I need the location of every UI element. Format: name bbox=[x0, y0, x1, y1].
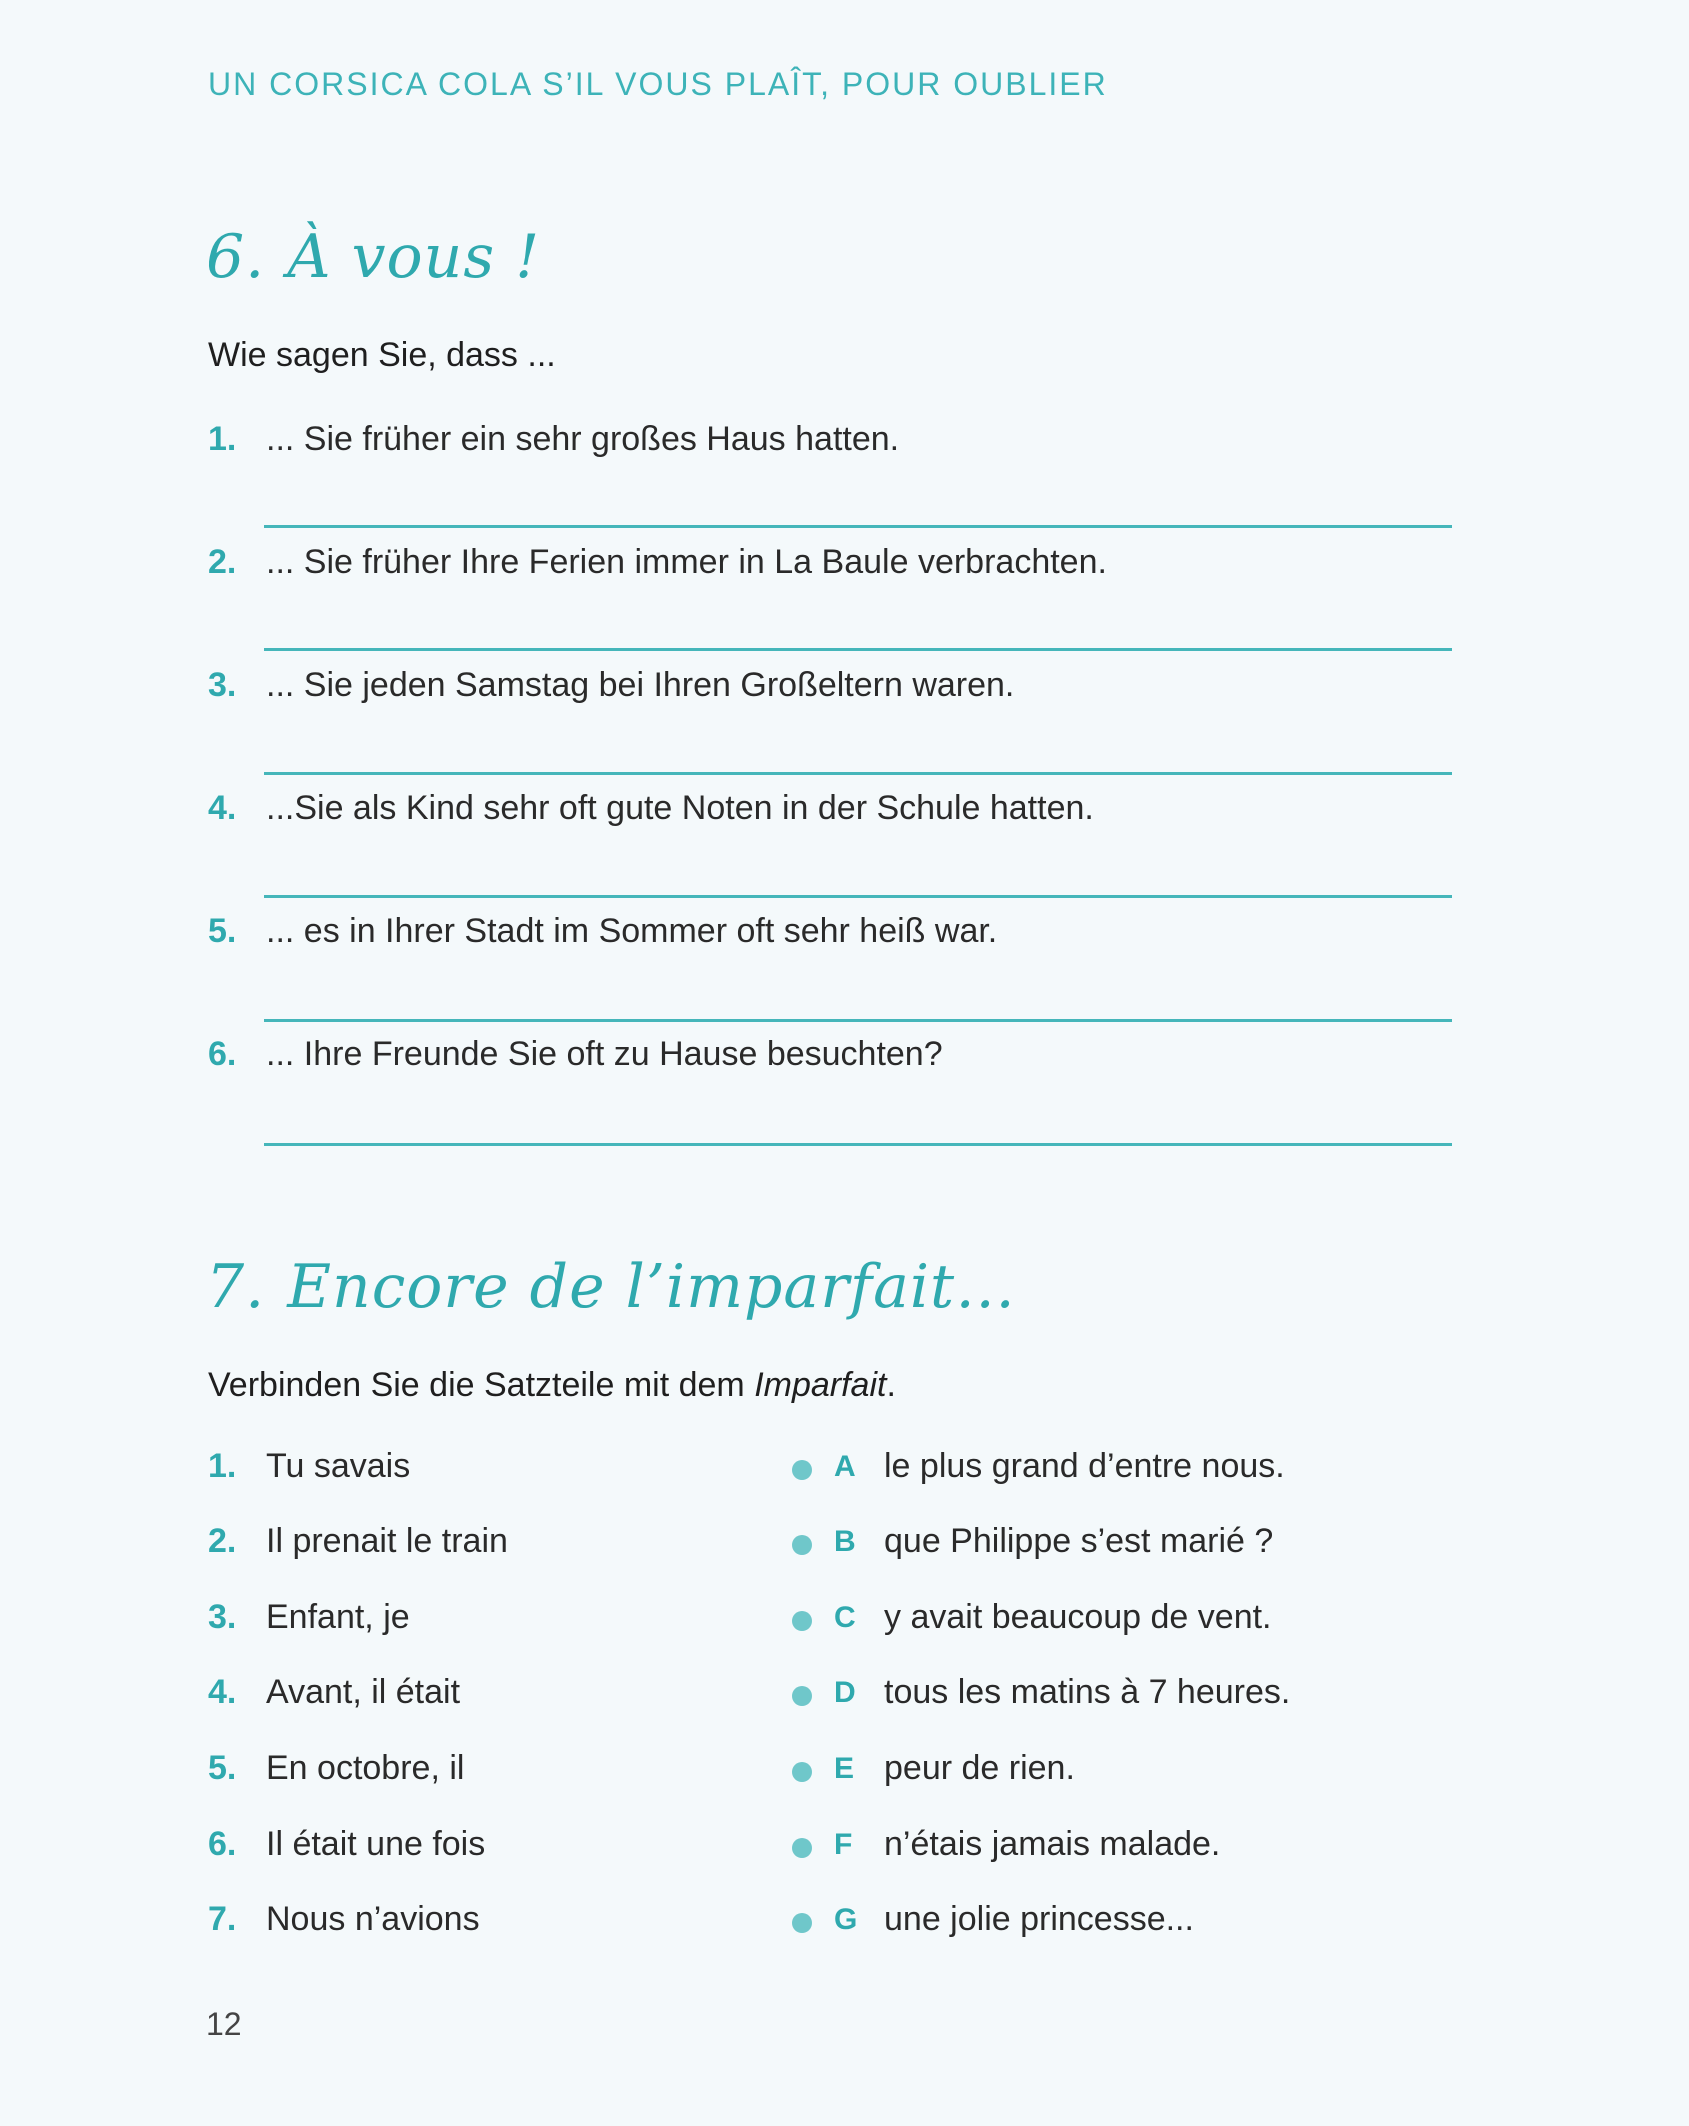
exercise-item-number: 2. bbox=[208, 543, 237, 581]
match-letter: C bbox=[834, 1601, 856, 1634]
exercise-item-text: ... Sie jeden Samstag bei Ihren Großeltern waren. bbox=[266, 666, 1015, 704]
exercise-item-number: 5. bbox=[208, 912, 237, 950]
match-right-text: n’étais jamais malade. bbox=[884, 1825, 1221, 1863]
match-dot[interactable] bbox=[792, 1460, 812, 1480]
exercise-item-text: ... es in Ihrer Stadt im Sommer oft sehr heiß war. bbox=[266, 912, 998, 950]
match-left-item bbox=[208, 1447, 410, 1486]
exercise-item-number: 4. bbox=[208, 789, 237, 827]
section-6-title bbox=[206, 222, 540, 292]
match-left-item bbox=[208, 1598, 410, 1637]
instruction-text: Verbinden Sie die Satzteile mit dem bbox=[208, 1366, 755, 1404]
match-right-text: peur de rien. bbox=[884, 1749, 1075, 1787]
match-dot[interactable] bbox=[792, 1686, 812, 1706]
exercise-item-number: 3. bbox=[208, 666, 237, 704]
exercise-item-text: ...Sie als Kind sehr oft gute Noten in der Schule hatten. bbox=[266, 789, 1094, 827]
match-left-item bbox=[208, 1900, 480, 1939]
match-left-number: 1. bbox=[208, 1447, 237, 1485]
match-left-text: Il était une fois bbox=[266, 1825, 486, 1863]
match-left-number: 6. bbox=[208, 1825, 237, 1863]
section-7-number: 7. bbox=[206, 1252, 266, 1322]
match-letter: E bbox=[834, 1752, 855, 1785]
match-left-number: 4. bbox=[208, 1673, 237, 1711]
match-letter: D bbox=[834, 1676, 856, 1709]
answer-line[interactable] bbox=[264, 1019, 1452, 1022]
instruction-italic-term: Imparfait bbox=[754, 1366, 887, 1404]
exercise-item-text: ... Sie früher ein sehr großes Haus hatten. bbox=[266, 420, 900, 458]
match-right-text: tous les matins à 7 heures. bbox=[884, 1673, 1291, 1711]
running-head: UN CORSICA COLA S’IL VOUS PLAÎT, POUR OUBLIER bbox=[208, 66, 1108, 102]
match-left-item bbox=[208, 1749, 464, 1788]
match-dot[interactable] bbox=[792, 1762, 812, 1782]
match-dot[interactable] bbox=[792, 1611, 812, 1631]
exercise-item-number: 1. bbox=[208, 420, 237, 458]
page-number: 12 bbox=[206, 2006, 242, 2042]
match-right-text: le plus grand d’entre nous. bbox=[884, 1447, 1285, 1485]
answer-line[interactable] bbox=[264, 1143, 1452, 1146]
match-letter: A bbox=[834, 1450, 856, 1483]
answer-line[interactable] bbox=[264, 895, 1452, 898]
match-left-item bbox=[208, 1673, 460, 1712]
exercise-item-text: ... Ihre Freunde Sie oft zu Hause besuchten? bbox=[266, 1035, 943, 1073]
answer-line[interactable] bbox=[264, 525, 1452, 528]
match-left-item bbox=[208, 1825, 485, 1864]
answer-line[interactable] bbox=[264, 772, 1452, 775]
match-letter: F bbox=[834, 1828, 853, 1861]
exercise-item-number: 6. bbox=[208, 1035, 237, 1073]
instruction-end: . bbox=[886, 1366, 896, 1404]
exercise-item-text: ... Sie früher Ihre Ferien immer in La Baule verbrachten. bbox=[266, 543, 1107, 581]
match-left-text: Nous n’avions bbox=[266, 1900, 480, 1938]
match-left-text: En octobre, il bbox=[266, 1749, 465, 1787]
match-left-item bbox=[208, 1522, 508, 1561]
match-dot[interactable] bbox=[792, 1535, 812, 1555]
section-7-instruction bbox=[208, 1366, 896, 1405]
section-7-title bbox=[206, 1252, 1016, 1322]
match-dot[interactable] bbox=[792, 1838, 812, 1858]
section-6-title-text: À vous ! bbox=[287, 222, 541, 292]
match-right-text: que Philippe s’est marié ? bbox=[884, 1522, 1274, 1560]
match-right-text: une jolie princesse... bbox=[884, 1900, 1194, 1938]
section-6-number: 6. bbox=[206, 222, 266, 292]
match-letter: G bbox=[834, 1903, 858, 1936]
match-left-number: 7. bbox=[208, 1900, 237, 1938]
match-left-text: Enfant, je bbox=[266, 1598, 410, 1636]
match-left-text: Tu savais bbox=[266, 1447, 411, 1485]
section-7-title-text: Encore de l’imparfait… bbox=[287, 1252, 1017, 1322]
match-left-number: 2. bbox=[208, 1522, 237, 1560]
match-left-number: 3. bbox=[208, 1598, 237, 1636]
match-left-text: Avant, il était bbox=[266, 1673, 461, 1711]
match-left-text: Il prenait le train bbox=[266, 1522, 508, 1560]
match-letter: B bbox=[834, 1525, 856, 1558]
match-left-number: 5. bbox=[208, 1749, 237, 1787]
match-dot[interactable] bbox=[792, 1913, 812, 1933]
match-right-text: y avait beaucoup de vent. bbox=[884, 1598, 1272, 1636]
section-6-instruction: Wie sagen Sie, dass ... bbox=[208, 336, 556, 374]
answer-line[interactable] bbox=[264, 648, 1452, 651]
